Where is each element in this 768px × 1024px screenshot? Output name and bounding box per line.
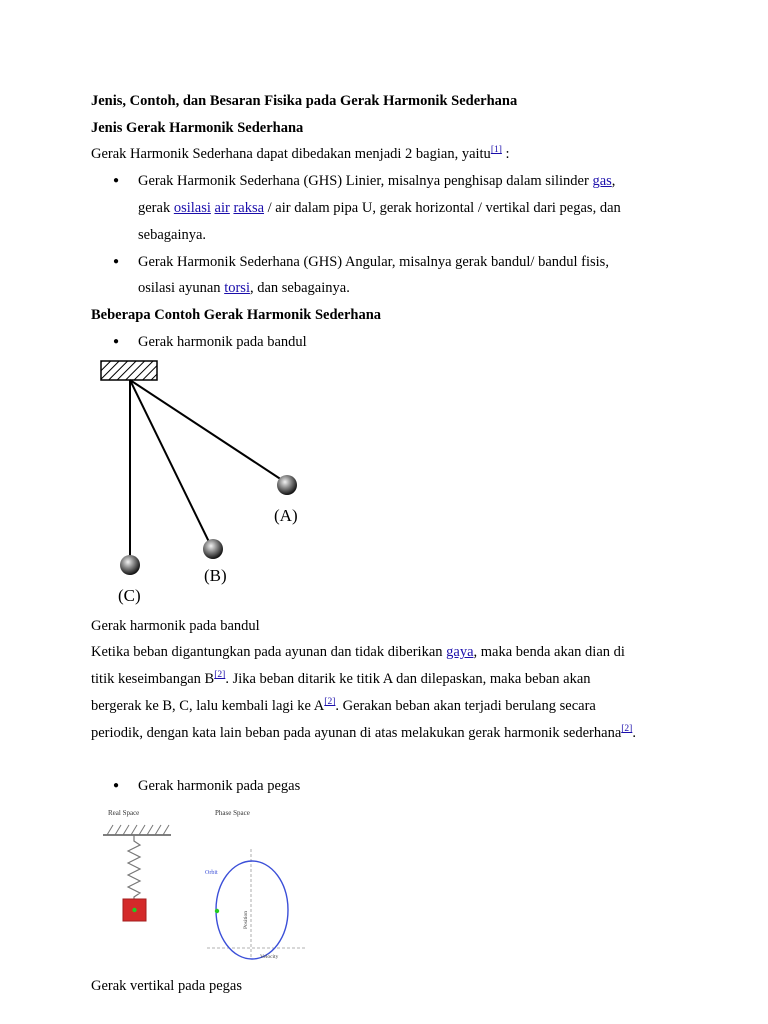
string-a [130,380,285,482]
main-heading: Jenis, Contoh, dan Besaran Fisika pada Gerak Harmonik Sederhana [91,93,518,109]
ceiling-support [101,361,157,380]
paragraph-text: . Gerakan beban akan terjadi berulang secara [335,698,596,714]
bullet-icon: ● [113,256,120,267]
list-item-text: Gerak Harmonik Sederhana (GHS) Linier, misalnya penghisap dalam silinder [138,173,593,189]
air-link[interactable]: air [214,200,230,216]
bullet-icon: ● [113,780,120,791]
section-heading-contoh: Beberapa Contoh Gerak Harmonik Sederhana [91,307,382,323]
label-a: (A) [274,506,298,525]
velocity-axis-label: Velocity [260,954,279,960]
list-item-text: , dan sebagainya. [249,280,350,296]
label-b: (B) [204,566,227,585]
paragraph-text: . Jika beban ditarik ke titik A dan dilepaskan, maka beban akan [225,671,591,687]
list-item-angular-line1: Gerak Harmonik Sederhana (GHS) Angular, misalnya gerak bandul/ bandul fisis, [138,254,609,270]
bullet-icon: ● [113,175,120,186]
phase-marker [215,909,219,913]
raksa-link[interactable]: raksa [233,200,265,216]
paragraph-line1 [91,643,625,661]
paragraph-text: bergerak ke B, C, lalu kembali lagi ke A [91,698,325,714]
list-item-linier-line1 [138,172,615,190]
pendulum-figure [96,358,316,608]
paragraph-text: Ketika beban digantungkan pada ayunan dan tidak diberikan [91,644,447,660]
paragraph-text: titik keseimbangan B [91,671,215,687]
citation-1-link[interactable]: [1] [490,145,502,155]
gaya-link[interactable]: gaya [446,644,474,660]
list-item-angular-line2 [138,279,350,297]
list-item-linier-line2 [138,199,621,217]
citation-2-link[interactable]: [2] [324,697,336,707]
real-space-title: Real Space [108,809,140,817]
citation-2-link[interactable]: [2] [214,670,226,680]
osilasi-link[interactable]: osilasi [173,200,211,216]
intro-suffix: : [501,146,510,162]
bob-a [277,475,297,495]
intro-text: Gerak Harmonik Sederhana dapat dibedakan menjadi 2 bagian, yaitu [91,146,491,162]
paragraph-text: periodik, dengan kata lain beban pada ayunan di atas melakukan gerak harmonik sederhana [91,725,622,741]
position-axis-label: Position [243,910,249,929]
bob-c [120,555,140,575]
intro-line [91,145,510,163]
bullet-bandul: Gerak harmonik pada bandul [138,334,307,350]
bullet-pegas: Gerak harmonik pada pegas [138,778,301,794]
citation-2-link[interactable]: [2] [621,724,633,734]
bullet-icon: ● [113,336,120,347]
bob-b [203,539,223,559]
torsi-link[interactable]: torsi [224,280,250,296]
string-b [130,380,211,546]
section-heading-jenis: Jenis Gerak Harmonik Sederhana [91,120,304,136]
orbit-label: Orbit [205,870,218,876]
paragraph-line2 [91,670,591,688]
list-item-text: gerak [138,200,174,216]
list-item-text: osilasi ayunan [138,280,225,296]
phase-space-title: Phase Space [215,809,250,817]
paragraph-line4 [91,724,636,742]
label-c: (C) [118,586,141,605]
list-item-text: , [611,173,616,189]
caption-bandul: Gerak harmonik pada bandul [91,618,260,634]
paragraph-text: . [632,725,636,741]
caption-pegas: Gerak vertikal pada pegas [91,978,242,994]
mass-marker [132,908,136,912]
paragraph-text: , maka benda akan dian di [473,644,625,660]
spring-phase-figure [93,801,308,966]
gas-link[interactable]: gas [592,173,612,189]
paragraph-line3 [91,697,596,715]
list-item-linier-line3: sebagainya. [138,227,207,243]
list-item-text: / air dalam pipa U, gerak horizontal / vertikal dari pegas, dan [264,200,621,216]
